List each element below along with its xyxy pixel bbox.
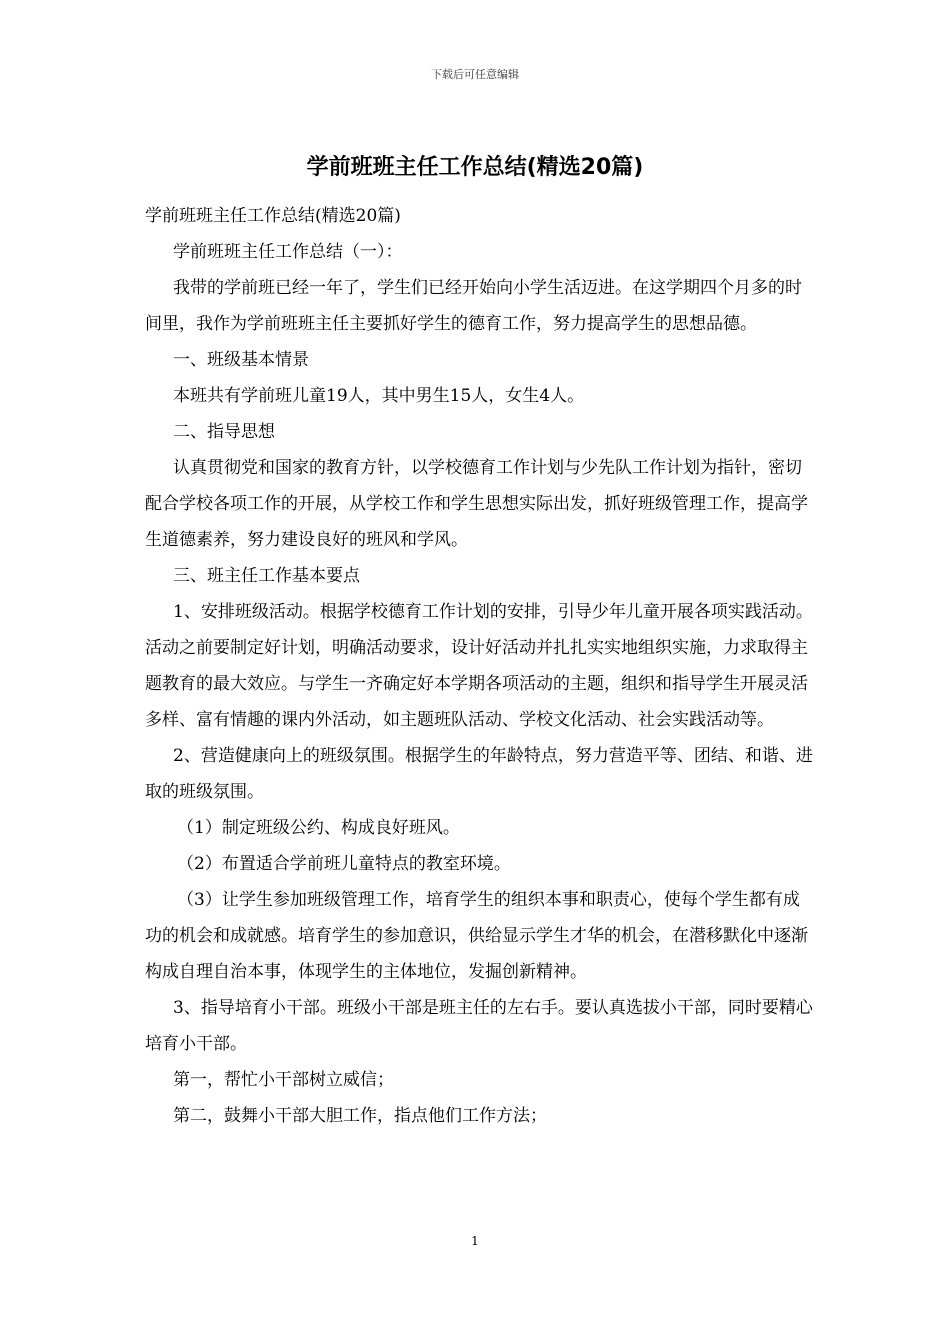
list-item: （2）布置适合学前班儿童特点的教室环境。 (177, 854, 511, 874)
paragraph: 1、安排班级活动。根据学校德育工作计划的安排，引导少年儿童开展各项实践活动。活动之前要制定好计划，明确活动要求，设计好活动并扎扎实实地组织实施，力求取得主题教育的最大效应。与学生一齐确定好本学期各项活动的主题，组织和指导学生开展灵活多样、富有情趣的课内外活动，如主题班队活动、学校文化活动、社会实践活动等。 (145, 602, 813, 730)
section-heading: 一、班级基本情景 (173, 350, 309, 370)
paragraph: 我带的学前班已经一年了，学生们已经开始向小学生活迈进。在这学期四个月多的时间里，我作为学前班班主任主要抓好学生的德育工作，努力提高学生的思想品德。 (145, 278, 802, 334)
paragraph: 本班共有学前班儿童19人，其中男生15人，女生4人。 (173, 386, 585, 406)
paragraph: 2、营造健康向上的班级氛围。根据学生的年龄特点，努力营造平等、团结、和谐、进取的班级氛围。 (145, 746, 813, 802)
document-body (145, 198, 815, 1134)
list-item: （3）让学生参加班级管理工作，培育学生的组织本事和职责心，使每个学生都有成功的机会和成就感。培育学生的参加意识，供给显示学生才华的机会，在潜移默化中逐渐构成自理自治本事，体现学生的主体地位，发掘创新精神。 (145, 890, 808, 982)
paragraph: 第二，鼓舞小干部大胆工作，指点他们工作方法； (173, 1106, 547, 1126)
paragraph: 3、指导培育小干部。班级小干部是班主任的左右手。要认真选拔小干部，同时要精心培育小干部。 (145, 998, 813, 1054)
paragraph: 学前班班主任工作总结(精选20篇) (145, 206, 401, 226)
header-note: 下载后可任意编辑 (431, 68, 519, 81)
document-title: 学前班班主任工作总结(精选20篇) (306, 155, 644, 180)
list-item: （1）制定班级公约、构成良好班风。 (177, 818, 460, 838)
section-heading: 二、指导思想 (173, 422, 275, 442)
page-number: 1 (471, 1234, 479, 1248)
paragraph: 认真贯彻党和国家的教育方针，以学校德育工作计划与少先队工作计划为指针，密切配合学校各项工作的开展，从学校工作和学生思想实际出发，抓好班级管理工作，提高学生道德素养，努力建设良好的班风和学风。 (145, 458, 808, 550)
paragraph: 第一，帮忙小干部树立威信； (173, 1070, 394, 1090)
paragraph: 学前班班主任工作总结（一）： (173, 242, 403, 262)
section-heading: 三、班主任工作基本要点 (173, 566, 360, 586)
